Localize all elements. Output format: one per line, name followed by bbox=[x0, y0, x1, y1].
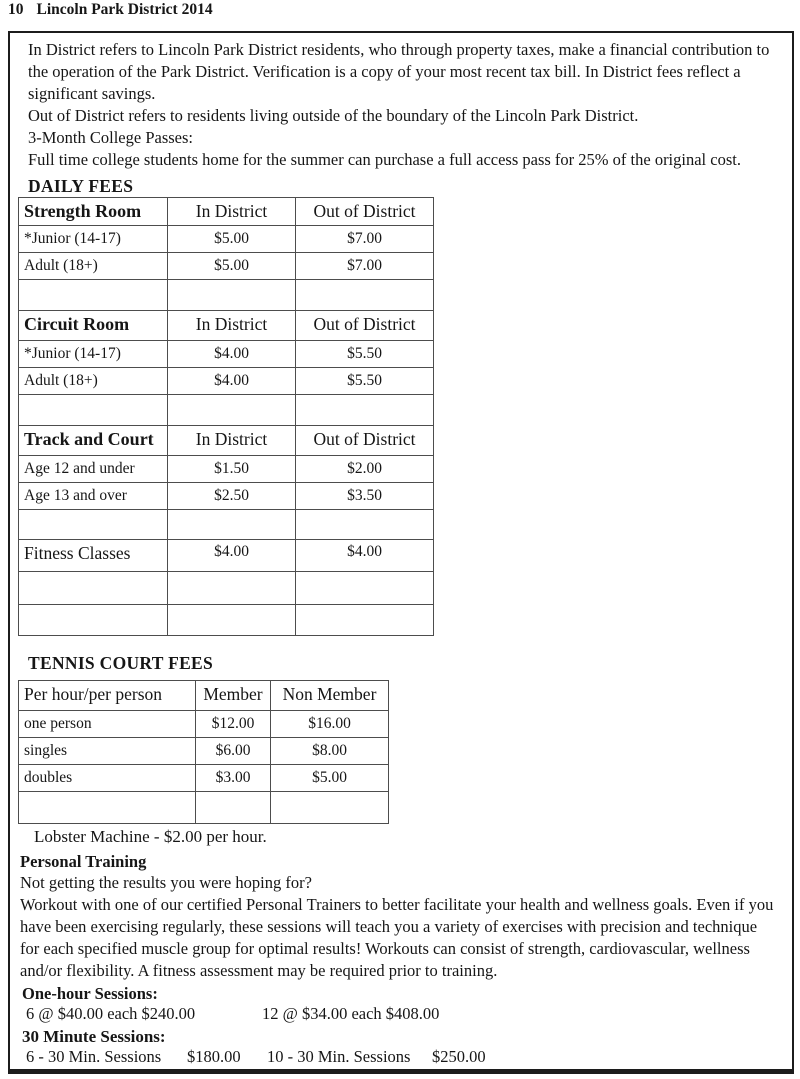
fee-label-cell: singles bbox=[19, 738, 196, 765]
one-hour-price-item-2: 12 @ $34.00 each $408.00 bbox=[262, 1004, 440, 1023]
thirty-minute-item-2-label: 10 - 30 Min. Sessions bbox=[267, 1047, 411, 1066]
page-title: Lincoln Park District 2014 bbox=[36, 1, 213, 18]
in-district-fee-cell: $5.00 bbox=[168, 226, 296, 253]
member-column-header: Member bbox=[196, 681, 271, 711]
intro-paragraph-1: In District refers to Lincoln Park District residents, who through property taxes, make a financial contribution to the operation of the Park District. Verification is a copy of your most recent tax bill. In District fees reflect a significant savings. bbox=[28, 40, 770, 103]
intro-paragraph-3: Full time college students home for the summer can purchase a full access pass for 25% of the original cost. bbox=[28, 150, 741, 169]
fee-row bbox=[19, 765, 389, 792]
fee-row bbox=[19, 341, 434, 368]
out-of-district-fee-cell: $5.50 bbox=[296, 341, 434, 368]
college-passes-line: 3-Month College Passes: bbox=[28, 128, 193, 147]
in-district-column-header: In District bbox=[168, 426, 296, 456]
fee-label-cell: Fitness Classes bbox=[19, 540, 168, 572]
fee-row bbox=[19, 738, 389, 765]
empty-row bbox=[19, 792, 389, 824]
non-member-fee-cell: $16.00 bbox=[271, 711, 389, 738]
lobster-machine-note: Lobster Machine - $2.00 per hour. bbox=[34, 827, 267, 846]
member-fee-cell: $12.00 bbox=[196, 711, 271, 738]
fee-label-cell: Age 13 and over bbox=[19, 483, 168, 510]
fee-label-cell: one person bbox=[19, 711, 196, 738]
in-district-column-header: In District bbox=[168, 198, 296, 226]
in-district-column-header: In District bbox=[168, 311, 296, 341]
non-member-column-header: Non Member bbox=[271, 681, 389, 711]
fee-row bbox=[19, 226, 434, 253]
tennis-court-fees-heading: TENNIS COURT FEES bbox=[28, 653, 214, 673]
thirty-minute-item-1-label: 6 - 30 Min. Sessions bbox=[26, 1047, 162, 1066]
member-fee-cell: $6.00 bbox=[196, 738, 271, 765]
personal-training-heading: Personal Training bbox=[20, 852, 147, 871]
per-hour-per-person-header: Per hour/per person bbox=[19, 681, 196, 711]
thirty-minute-sessions-heading: 30 Minute Sessions: bbox=[22, 1027, 166, 1046]
in-district-fee-cell: $1.50 bbox=[168, 456, 296, 483]
one-hour-sessions-line bbox=[26, 1003, 778, 1024]
intro-paragraph-2 bbox=[28, 105, 778, 149]
personal-training-intro-line: Not getting the results you were hoping for? bbox=[20, 873, 312, 892]
out-of-district-fee-cell: $7.00 bbox=[296, 226, 434, 253]
content-frame bbox=[8, 31, 794, 1074]
in-district-fee-cell: $5.00 bbox=[168, 253, 296, 280]
one-hour-price-item-1: 6 @ $40.00 each $240.00 bbox=[26, 1004, 196, 1023]
strength-room-header-row bbox=[19, 198, 434, 226]
empty-row bbox=[19, 605, 434, 636]
personal-training-body: Workout with one of our certified Personal Trainers to better facilitate your health and wellness goals. Even if you have been exercising regularly, these sessions will teach you a variety of exercises with precision and technique for each specified muscle group for optimal results! Workouts can consist of strength, cardiovascular, wellness and/or flexibility. A fitness assessment may be required prior to training. bbox=[20, 895, 774, 980]
fitness-classes-row bbox=[19, 540, 434, 572]
empty-row bbox=[19, 395, 434, 426]
fee-label-cell: Adult (18+) bbox=[19, 368, 168, 395]
fee-label-cell: Age 12 and under bbox=[19, 456, 168, 483]
track-and-court-header-row bbox=[19, 426, 434, 456]
member-fee-cell: $3.00 bbox=[196, 765, 271, 792]
one-hour-sessions-heading: One-hour Sessions: bbox=[22, 984, 158, 1003]
personal-training-section bbox=[20, 851, 776, 982]
out-of-district-fee-cell: $5.50 bbox=[296, 368, 434, 395]
non-member-fee-cell: $8.00 bbox=[271, 738, 389, 765]
out-of-district-column-header: Out of District bbox=[296, 311, 434, 341]
page-header bbox=[8, 1, 213, 19]
thirty-minute-item-1-price: $180.00 bbox=[187, 1047, 241, 1066]
fee-row bbox=[19, 711, 389, 738]
in-district-fee-cell: $4.00 bbox=[168, 540, 296, 572]
in-district-fee-cell: $2.50 bbox=[168, 483, 296, 510]
out-of-district-column-header: Out of District bbox=[296, 198, 434, 226]
fee-label-cell: *Junior (14-17) bbox=[19, 226, 168, 253]
fee-row bbox=[19, 483, 434, 510]
in-district-fee-cell: $4.00 bbox=[168, 341, 296, 368]
out-of-district-fee-cell: $2.00 bbox=[296, 456, 434, 483]
tennis-header-row bbox=[19, 681, 389, 711]
page-number: 10 bbox=[8, 1, 24, 18]
daily-fees-heading: DAILY FEES bbox=[28, 176, 134, 196]
empty-row bbox=[19, 510, 434, 540]
thirty-minute-item-2-price: $250.00 bbox=[432, 1047, 486, 1066]
empty-row bbox=[19, 280, 434, 311]
fee-section-title: Strength Room bbox=[19, 198, 168, 226]
out-of-district-fee-cell: $4.00 bbox=[296, 540, 434, 572]
out-of-district-line: Out of District refers to residents living outside of the boundary of the Lincoln Park District. bbox=[28, 106, 639, 125]
tennis-fees-table bbox=[18, 680, 389, 824]
fee-label-cell: *Junior (14-17) bbox=[19, 341, 168, 368]
personal-training-text bbox=[20, 872, 776, 982]
out-of-district-column-header: Out of District bbox=[296, 426, 434, 456]
in-district-fee-cell: $4.00 bbox=[168, 368, 296, 395]
out-of-district-fee-cell: $3.50 bbox=[296, 483, 434, 510]
daily-fees-table bbox=[18, 197, 434, 636]
out-of-district-fee-cell: $7.00 bbox=[296, 253, 434, 280]
fee-row bbox=[19, 253, 434, 280]
fee-label-cell: Adult (18+) bbox=[19, 253, 168, 280]
fee-label-cell: doubles bbox=[19, 765, 196, 792]
fee-row bbox=[19, 456, 434, 483]
fee-section-title: Circuit Room bbox=[19, 311, 168, 341]
fee-section-title: Track and Court bbox=[19, 426, 168, 456]
empty-row bbox=[19, 572, 434, 605]
fee-row bbox=[19, 368, 434, 395]
non-member-fee-cell: $5.00 bbox=[271, 765, 389, 792]
thirty-minute-sessions-line bbox=[26, 1046, 778, 1067]
circuit-room-header-row bbox=[19, 311, 434, 341]
